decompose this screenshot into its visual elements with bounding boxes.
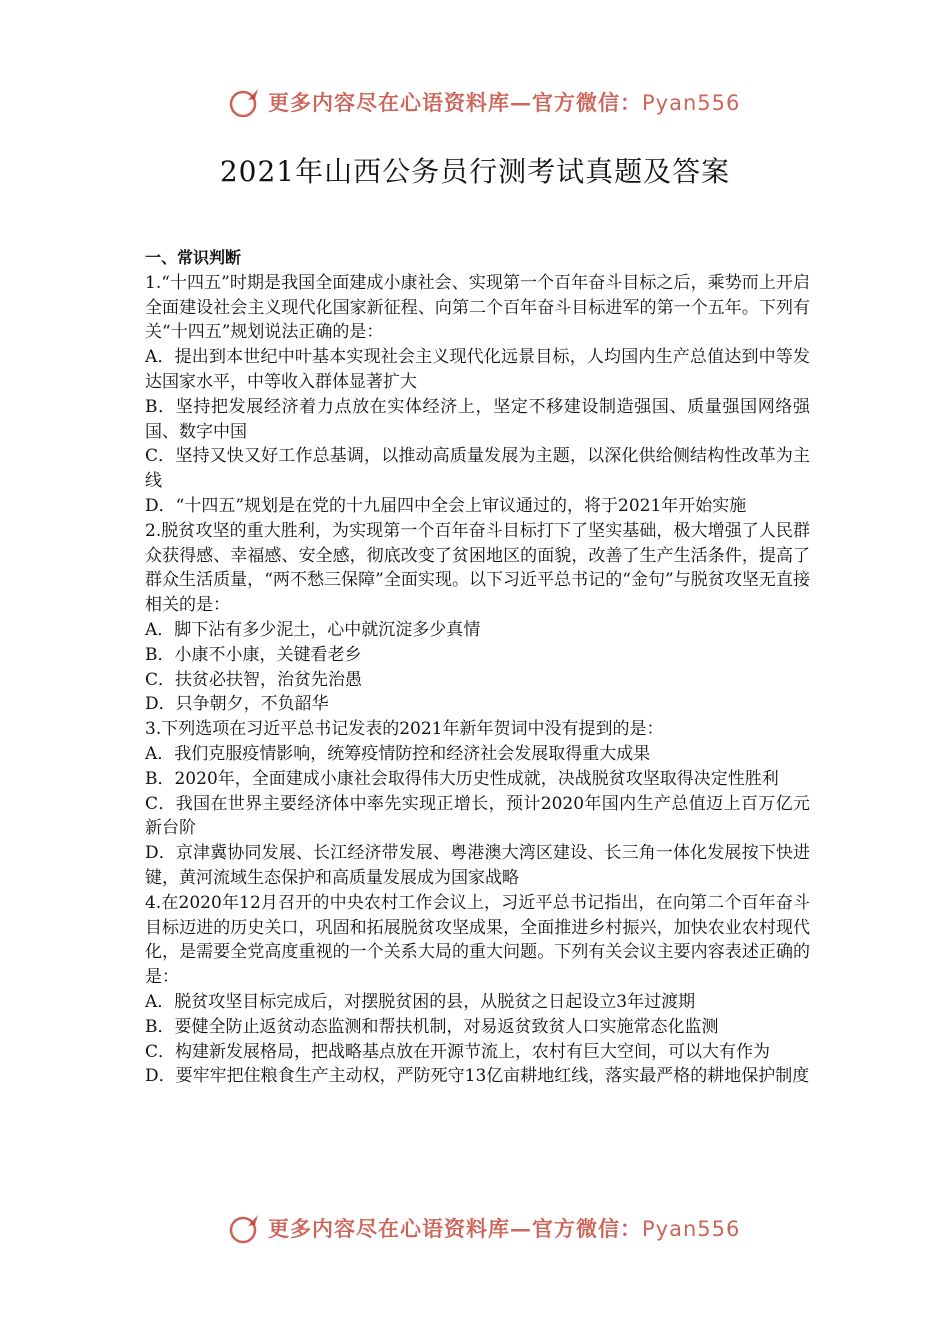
- quill-logo-icon: [228, 85, 262, 119]
- watermark-text: 更多内容尽在心语资料库—官方微信：Pyan556: [268, 90, 741, 115]
- page-title: 2021年山西公务员行测考试真题及答案: [219, 155, 731, 188]
- question-4-option-d: D．要牢牢把住粮食生产主动权，严防死守13亿亩耕地红线，落实最严格的耕地保护制度: [145, 1066, 810, 1087]
- question-2-stem: 2.脱贫攻坚的重大胜利，为实现第一个百年奋斗目标打下了坚实基础，极大增强了人民群众获得感、幸福感、安全感，彻底改变了贫困地区的面貌，改善了生产生活条件，提高了群众生活质量，“两不愁三保障”全面实现。以下习近平总书记的“金句”与脱贫攻坚无直接相关的是：: [145, 520, 810, 616]
- question-2-option-c: C．扶贫必扶智，治贫先治愚: [145, 669, 363, 690]
- question-1-option-a: A．提出到本世纪中叶基本实现社会主义现代化远景目标，人均国内生产总值达到中等发达国家水平，中等收入群体显著扩大: [145, 347, 810, 392]
- question-3-option-d: D．京津冀协同发展、长江经济带发展、粤港澳大湾区建设、长三角一体化发展按下快进键，黄河流域生态保护和高质量发展成为国家战略: [145, 843, 810, 888]
- question-4-option-b: B．要健全防止返贫动态监测和帮扶机制，对易返贫致贫人口实施常态化监测: [145, 1016, 719, 1037]
- question-2-option-b: B．小康不小康，关键看老乡: [145, 644, 362, 665]
- document-body: [145, 246, 810, 1089]
- watermark-text: 更多内容尽在心语资料库—官方微信：Pyan556: [268, 1216, 741, 1241]
- question-2-option-d: D．只争朝夕，不负韶华: [145, 694, 329, 715]
- question-1-option-d: D．“十四五”规划是在党的十九届四中全会上审议通过的，将于2021年开始实施: [145, 495, 747, 516]
- watermark-banner-top: [0, 82, 950, 122]
- question-4-option-c: C．构建新发展格局，把战略基点放在开源节流上，农村有巨大空间，可以大有作为: [145, 1041, 771, 1062]
- question-3-stem: 3.下列选项在习近平总书记发表的2021年新年贺词中没有提到的是：: [145, 719, 664, 740]
- section-heading: 一、常识判断: [145, 248, 242, 267]
- watermark-banner-bottom: [0, 1208, 950, 1248]
- question-2-option-a: A．脚下沾有多少泥土，心中就沉淀多少真情: [145, 619, 481, 640]
- question-1-option-b: B．坚持把发展经济着力点放在实体经济上，坚定不移建设制造强国、质量强国网络强国、数字中国: [145, 396, 810, 442]
- question-3-option-c: C．我国在世界主要经济体中率先实现正增长，预计2020年国内生产总值迈上百万亿元新台阶: [145, 793, 810, 839]
- question-4-option-a: A．脱贫攻坚目标完成后，对摆脱贫困的县，从脱贫之日起设立3年过渡期: [145, 991, 696, 1012]
- quill-logo-icon: [228, 1211, 262, 1245]
- question-1-option-c: C．坚持又快又好工作总基调，以推动高质量发展为主题，以深化供给侧结构性改革为主线: [145, 446, 810, 492]
- question-3-option-a: A．我们克服疫情影响，统筹疫情防控和经济社会发展取得重大成果: [145, 743, 651, 764]
- question-3-option-b: B．2020年，全面建成小康社会取得伟大历史性成就，决战脱贫攻坚取得决定性胜利: [145, 768, 779, 789]
- question-1-stem: 1.“十四五”时期是我国全面建成小康社会、实现第一个百年奋斗目标之后，乘势而上开启全面建设社会主义现代化国家新征程、向第二个百年奋斗目标进军的第一个五年。下列有关“十四五”规划说法正确的是：: [145, 272, 810, 343]
- question-4-stem: 4.在2020年12月召开的中央农村工作会议上，习近平总书记指出，在向第二个百年奋斗目标迈进的历史关口，巩固和拓展脱贫攻坚成果，全面推进乡村振兴，加快农业农村现代化，是需要全党高度重视的一个关系大局的重大问题。下列有关会议主要内容表述正确的是：: [145, 892, 810, 988]
